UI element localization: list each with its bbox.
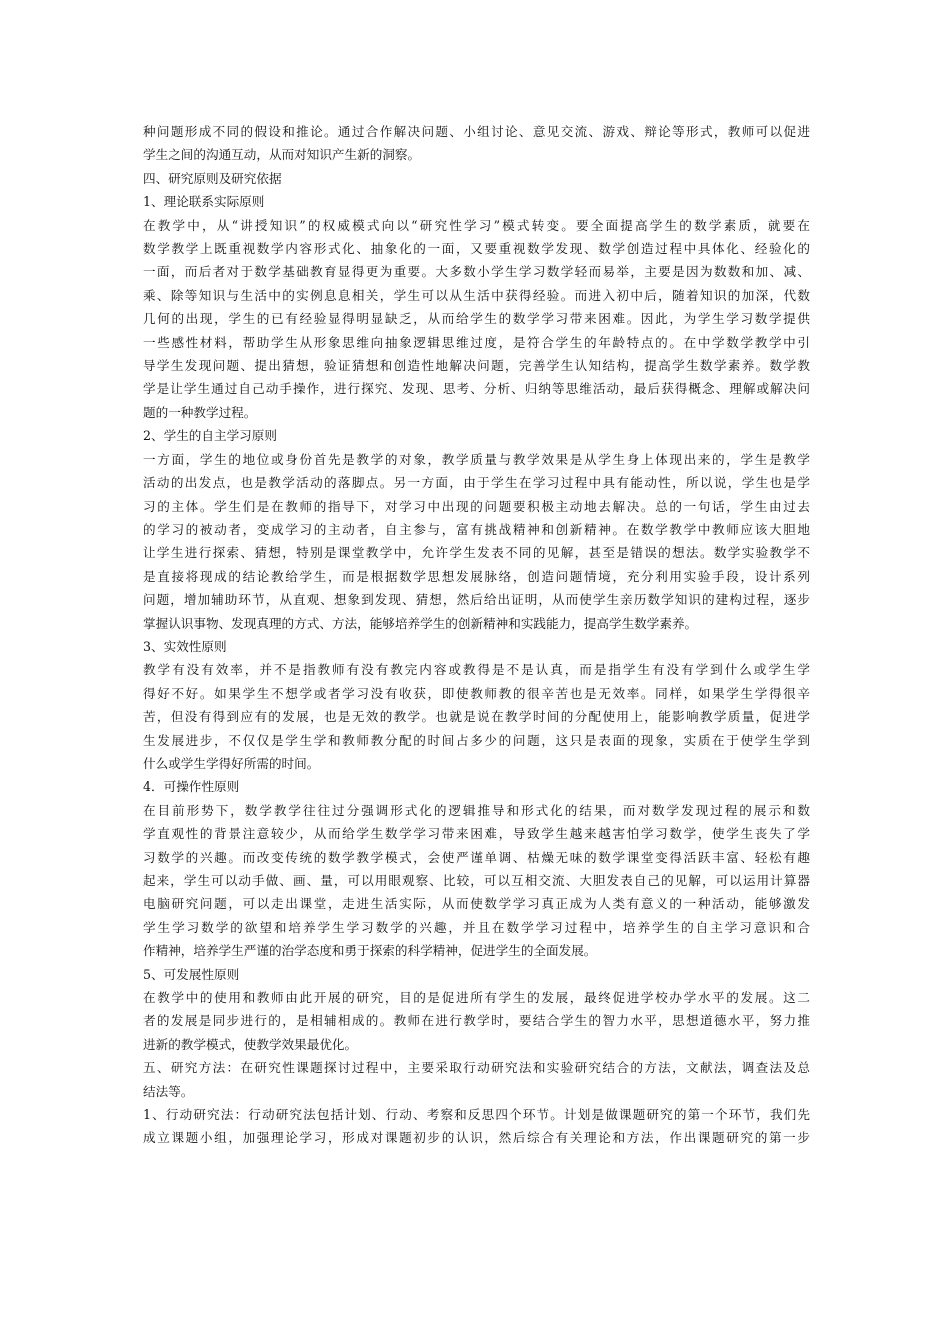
text-line: 问题，增加辅助环节，从直观、想象到发现、猜想，然后给出证明，从而使学生亲历数学知识的建构过程，逐步: [143, 592, 810, 608]
text-line: 3、实效性原则: [143, 638, 227, 654]
text-line: 五、研究方法：在研究性课题探讨过程中，主要采取行动研究法和实验研究结合的方法，文献法，调查法及总: [143, 1060, 810, 1076]
text-line: 1、理论联系实际原则: [143, 194, 265, 210]
text-line: 习数学的兴趣。而改变传统的数学教学模式，会使严谨单调、枯燥无味的数学课堂变得活跃丰富、轻松有趣: [143, 849, 810, 865]
text-line: 数学教学上既重视数学内容形式化、抽象化的一面，又要重视数学发现、数学创造过程中具体化、经验化的: [143, 241, 810, 257]
text-line: 一些感性材料，帮助学生从形象思维向抽象逻辑思维过度，是符合学生的年龄特点的。在中学数学教学中引: [143, 334, 810, 350]
text-line: 得好不好。如果学生不想学或者学习没有收获，即使教师教的很辛苦也是无效率。同样，如果学生学得很辛: [143, 685, 810, 701]
text-line: 导学生发现问题、提出猜想，验证猜想和创造性地解决问题，完善学生认知结构，提高学生数学素养。数学教: [143, 358, 810, 374]
text-line: 成立课题小组，加强理论学习，形成对课题初步的认识，然后综合有关理论和方法，作出课题研究的第一步: [143, 1130, 810, 1146]
text-line: 什么或学生学得好所需的时间。: [143, 755, 320, 771]
text-line: 教学有没有效率，并不是指教师有没有教完内容或教得是不是认真，而是指学生有没有学到什么或学生学: [143, 662, 810, 678]
text-line: 是直接将现成的结论教给学生，而是根据数学思想发展脉络，创造问题情境，充分利用实验手段，设计系列: [143, 568, 810, 584]
text-line: 4．可操作性原则: [143, 779, 240, 795]
text-line: 活动的出发点，也是教学活动的落脚点。另一方面，由于学生在学习过程中具有能动性，所以说，学生也是学: [143, 475, 810, 491]
text-line: 进新的教学模式，使教学效果最优化。: [143, 1036, 358, 1052]
text-line: 生发展进步，不仅仅是学生学和教师教分配的时间占多少的问题，这只是表面的现象，实质在于使学生学到: [143, 732, 810, 748]
text-line: 在教学中，从“讲授知识”的权威模式向以“研究性学习”模式转变。要全面提高学生的数学素质，就要在: [143, 217, 810, 233]
text-line: 学是让学生通过自己动手操作，进行探究、发现、思考、分析、归纳等思维活动，最后获得概念、理解或解决问: [143, 381, 810, 397]
document-page: [143, 120, 810, 1150]
text-line: 在教学中的使用和教师由此开展的研究，目的是促进所有学生的发展，最终促进学校办学水平的发展。这二: [143, 990, 810, 1006]
text-line: 一方面，学生的地位或身份首先是教学的对象，教学质量与教学效果是从学生身上体现出来的，学生是教学: [143, 451, 810, 467]
text-line: 习的主体。学生们是在教师的指导下，对学习中出现的问题要积极主动地去解决。总的一句话，学生由过去: [143, 498, 810, 514]
text-line: 作精神，培养学生严谨的治学态度和勇于探索的科学精神，促进学生的全面发展。: [143, 943, 597, 959]
text-line: 掌握认识事物、发现真理的方式、方法，能够培养学生的创新精神和实践能力，提高学生数学素养。: [143, 615, 698, 631]
text-line: 的学习的被动者，变成学习的主动者，自主参与，富有挑战精神和创新精神。在数学教学中教师应该大胆地: [143, 521, 810, 537]
text-line: 让学生进行探索、猜想，特别是课堂教学中，允许学生发表不同的见解，甚至是错误的想法。数学实验教学不: [143, 545, 810, 561]
text-line: 2、学生的自主学习原则: [143, 428, 277, 444]
text-line: 者的发展是同步进行的，是相辅相成的。教师在进行教学时，要结合学生的智力水平，思想道德水平，努力推: [143, 1013, 810, 1029]
text-line: 一面，而后者对于数学基础教育显得更为重要。大多数小学生学习数学轻而易举，主要是因为数数和加、减、: [143, 264, 810, 280]
text-line: 学生之间的沟通互动，从而对知识产生新的洞察。: [143, 147, 421, 163]
text-line: 题的一种教学过程。: [143, 404, 257, 420]
text-line: 1、行动研究法：行动研究法包括计划、行动、考察和反思四个环节。计划是做课题研究的第一个环节，我们先: [143, 1107, 810, 1123]
text-line: 乘、除等知识与生活中的实例息息相关，学生可以从生活中获得经验。而进入初中后，随着知识的加深，代数: [143, 287, 810, 303]
text-line: 结法等。: [143, 1083, 194, 1099]
text-line: 起来，学生可以动手做、画、量，可以用眼观察、比较，可以互相交流、大胆发表自己的见解，可以运用计算器: [143, 873, 810, 888]
text-line: 5、可发展性原则: [143, 966, 240, 982]
text-line: 几何的出现，学生的已有经验显得明显缺乏，从而给学生的数学学习带来困难。因此，为学生学习数学提供: [143, 311, 810, 327]
text-line: 学生学习数学的欲望和培养学生学习数学的兴趣，并且在数学学习过程中，培养学生的自主学习意识和合: [143, 919, 810, 935]
text-line: 电脑研究问题，可以走出课堂，走进生活实际，从而使数学学习真正成为人类有意义的一种活动，能够激发: [143, 896, 810, 912]
text-line: 种问题形成不同的假设和推论。通过合作解决问题、小组讨论、意见交流、游戏、辩论等形式，教师可以促进: [143, 124, 810, 139]
text-line: 四、研究原则及研究依据: [143, 170, 282, 186]
text-line: 苦，但没有得到应有的发展，也是无效的教学。也就是说在教学时间的分配使用上，能影响教学质量，促进学: [143, 709, 810, 725]
text-line: 学直观性的背景注意较少，从而给学生数学学习带来困难，导致学生越来越害怕学习数学，使学生丧失了学: [143, 826, 810, 842]
text-line: 在目前形势下，数学教学往往过分强调形式化的逻辑推导和形式化的结果，而对数学发现过程的展示和数: [143, 802, 810, 818]
